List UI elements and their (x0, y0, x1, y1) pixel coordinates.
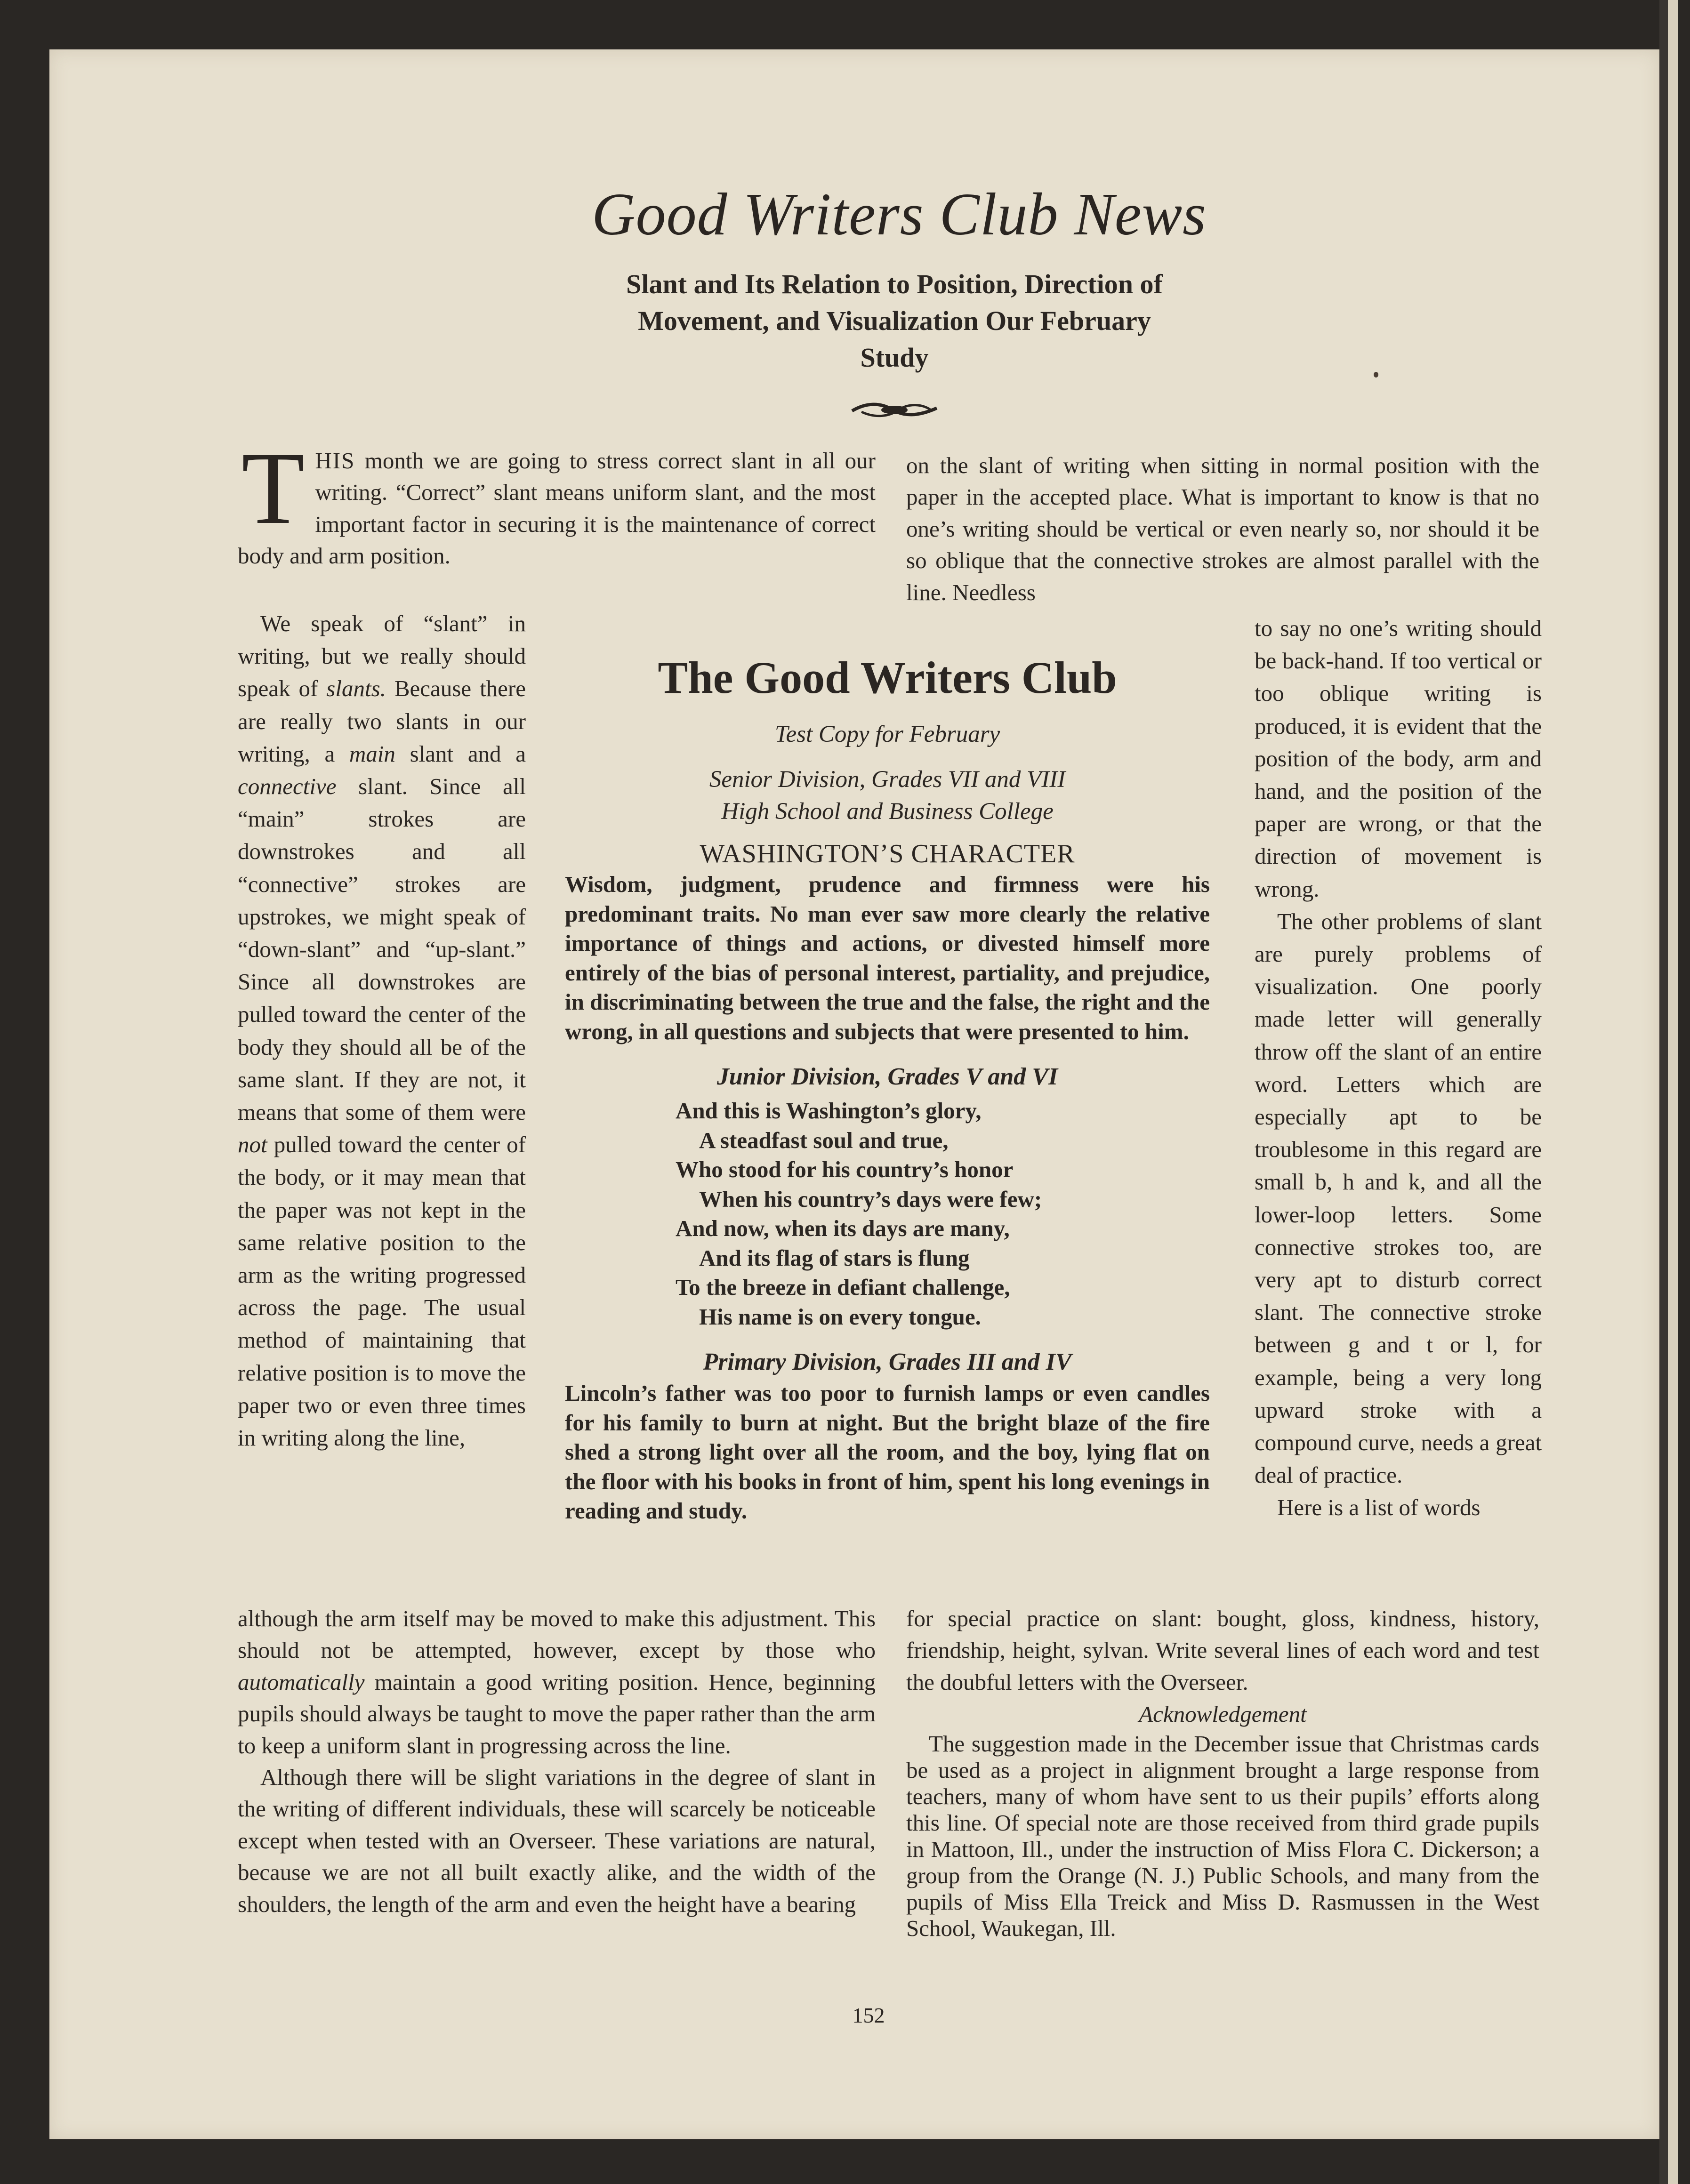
test-copy-label: Test Copy for February (774, 721, 1000, 747)
left-narrow-column (238, 607, 526, 1454)
washington-heading: WASHINGTON’S CHARACTER (700, 839, 1075, 868)
page-number: 152 (852, 2003, 885, 2027)
poem-line: And its flag of stars is flung (699, 1245, 970, 1271)
left-bottom-text (238, 1603, 876, 1920)
slants-text-3: slant and a (395, 740, 526, 767)
right-top-paragraph: on the slant of writing when sitting in normal position with the paper in the accepted place. What is important to know is that no one’s writing should be vertical or even nearly so, nor should it be so oblique that the connective strokes are almost parallel with the line. Needless (906, 452, 1539, 605)
slants-italic-2: main (349, 740, 395, 767)
right-narrow-column (1255, 612, 1542, 1524)
intro-paragraph (238, 431, 876, 572)
slants-text-1: We speak of “slant” in writing, but we really should speak of (238, 610, 526, 702)
slants-text-2: Because there are really two slants in our writing, a (238, 675, 526, 767)
slants-text-4: slant. Since all “main” strokes are downstrokes and all “connective” strokes are upstrokes, we might speak of “down-slant” and “up-slant.” Since all downstrokes are pulled toward the center of the body they should all be of the same slant. If they are not, it means that some of them were (238, 773, 526, 1125)
article-subhead: Slant and Its Relation to Position, Direction of Movement, and Visualization Our February Study (626, 269, 1163, 373)
senior-copy-text: Wisdom, judgment, prudence and firmness were his predominant traits. No man ever saw more clearly the relative importance of things and actions, or divested himself more entirely of the bias of personal interest, partiality, and prejudice, in discriminating between the true and the false, the right and the wrong, in all questions and subjects that were presented to him. (565, 871, 1210, 1044)
slants-italic-3: connective (238, 773, 337, 800)
acknowledgement-text: The suggestion made in the December issue that Christmas cards be used as a project in alignment brought a large response from teachers, many of whom have sent to us their pupils’ efforts along this line. Of special note are those received from third grade pupils in Mattoon, Ill., under the instruction of Miss Flora C. Dickerson; a group from the Orange (N. J.) Public Schools, and many from the pupils of Miss Ella Treick and Miss D. Rasmussen in the West School, Waukegan, Ill. (906, 1731, 1539, 1942)
poem-line: And this is Washington’s glory, (676, 1098, 982, 1124)
poem-line: To the breeze in defiant challenge, (676, 1274, 1010, 1300)
poem-line: And now, when its days are many, (676, 1215, 1010, 1241)
acknowledgement-title: Acknowledgement (1139, 1701, 1307, 1727)
variations-paragraph: Although there will be slight variations in the degree of slant in the writing of different individuals, these will scarcely be noticeable except when tested with an Overseer. These variations are natural, because we are not all built exactly alike, and the width of the shoulders, the length of the arm and even the height have a bearing (238, 1764, 876, 1917)
box-title: The Good Writers Club (658, 652, 1117, 703)
masthead-title: Good Writers Club News (592, 181, 1207, 248)
senior-division-sublabel: High School and Business College (721, 798, 1054, 825)
ink-speck (1374, 372, 1378, 377)
senior-division-label: Senior Division, Grades VII and VIII (709, 766, 1066, 793)
drop-cap: T (241, 431, 305, 546)
backhand-paragraph: to say no one’s writing should be back-hand. If too vertical or too oblique writing is produced, it is evident that the position of the body, arm and hand, and the position of the paper are wrong, or that the direction of movement is wrong. (1255, 615, 1542, 902)
primary-division-label: Primary Division, Grades III and IV (703, 1349, 1072, 1375)
good-writers-club-box (565, 650, 1210, 1526)
right-top-text (906, 450, 1539, 608)
visualization-paragraph: The other problems of slant are purely problems of visualization. One poorly made letter will generally throw off the slant of an entire word. Letters which are especially apt to be troublesome in this regard are small b, h and k, and all the lower-loop letters. Some connective strokes too, are very apt to disturb correct slant. The connective stroke between g and t or l, for example, being a very long upward stroke with a compound curve, needs a great deal of practice. (1255, 908, 1542, 1488)
slants-paragraph (238, 607, 526, 1454)
adjustment-text-2: maintain a good writing position. Hence, beginning pupils should always be taught to move the paper rather than the arm to keep a uniform slant in progressing across the line. (238, 1669, 876, 1758)
word-list-intro: Here is a list of words (1277, 1494, 1481, 1521)
practice-words-paragraph: for special practice on slant: bought, gloss, kindness, history, friendship, height, sylvan. Write several lines of each word and test the doubful letters with the Overseer. (906, 1606, 1539, 1695)
adjustment-italic: automatically (238, 1669, 365, 1695)
poem-line: A steadfast soul and true, (699, 1127, 949, 1153)
slants-italic-4: not (238, 1132, 267, 1158)
junior-division-label: Junior Division, Grades V and VI (716, 1063, 1058, 1090)
ornament-divider-icon (847, 398, 942, 421)
right-bottom-text (906, 1603, 1539, 1942)
next-page-edge (1659, 0, 1690, 2184)
poem-line: When his country’s days were few; (699, 1186, 1042, 1212)
intro-first-word: HIS (315, 448, 355, 474)
adjustment-paragraph (238, 1603, 876, 1761)
intro-text: month we are going to stress correct slant in all our writing. “Correct” slant means uniform slant, and the most important factor in securing it is the maintenance of correct body and arm position. (238, 448, 876, 569)
slants-text-5: pulled toward the center of the body, or it may mean that the paper was not kept in the same relative position to the arm as the writing progressed across the page. The usual method of maintaining that relative position is to move the paper two or even three times in writing along the line, (238, 1132, 526, 1451)
slants-italic-1: slants. (326, 675, 386, 702)
junior-poem (676, 1096, 1210, 1332)
poem-line: Who stood for his country’s honor (676, 1156, 1014, 1182)
poem-line: His name is on every tongue. (699, 1303, 981, 1330)
primary-copy-text: Lincoln’s father was too poor to furnish lamps or even candles for his family to burn at night. But the bright blaze of the fire shed a strong light over all the room, and the boy, lying flat on the floor with his books in front of him, spent his long evenings in reading and study. (565, 1380, 1210, 1524)
adjustment-text-1: although the arm itself may be moved to make this adjustment. This should not be attempted, however, except by those who (238, 1606, 876, 1663)
